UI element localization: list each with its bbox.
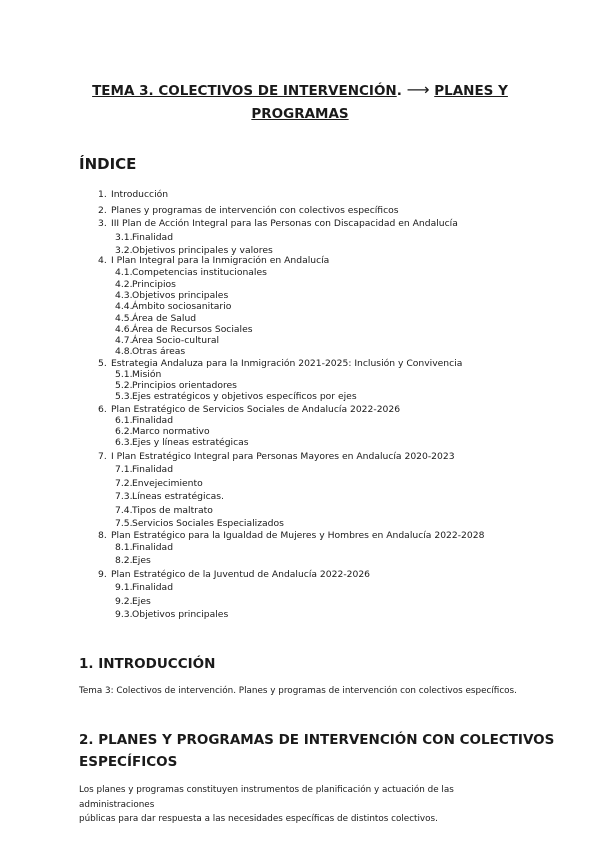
- section-2-text-line-1: Los planes y programas constituyen instrumentos de planificación y actuación de las administraciones: [79, 785, 454, 810]
- toc-item-5-2[interactable]: 5.2.Principios orientadores: [115, 380, 237, 391]
- section-2-heading-line-1: 2. PLANES Y PROGRAMAS DE INTERVENCIÓN CON COLECTIVOS: [79, 732, 555, 748]
- toc-item-9-2[interactable]: 9.2.Ejes: [115, 596, 151, 607]
- toc-item-4-2[interactable]: 4.2.Principios: [115, 279, 176, 290]
- title-part-2: PLANES Y: [434, 83, 508, 99]
- section-1-text: Tema 3: Colectivos de intervención. Planes y programas de intervención con colectivos específicos.: [79, 686, 517, 696]
- toc-item-3-1[interactable]: 3.1.Finalidad: [115, 232, 174, 243]
- arrow-icon: ⟶: [406, 80, 430, 99]
- toc-item-6-3[interactable]: 6.3.Ejes y líneas estratégicas: [115, 437, 249, 448]
- section-2-heading: [79, 729, 554, 773]
- toc-item-4-5[interactable]: 4.5.Área de Salud: [115, 313, 197, 324]
- toc-item-7-3[interactable]: 7.3.Líneas estratégicas.: [115, 491, 224, 502]
- toc-item-4-4[interactable]: 4.4.Ámbito sociosanitario: [115, 301, 232, 312]
- section-2-heading-line-2: ESPECÍFICOS: [79, 754, 178, 770]
- toc-item-6-2[interactable]: 6.2.Marco normativo: [115, 426, 210, 437]
- toc-item-7-5[interactable]: 7.5.Servicios Sociales Especializados: [115, 518, 284, 529]
- toc-item-4-7[interactable]: 4.7.Área Socio-cultural: [115, 335, 220, 346]
- toc-item-8[interactable]: 8. Plan Estratégico para la Igualdad de Mujeres y Hombres en Andalucía 2022-2028: [98, 530, 485, 541]
- toc-item-9-1[interactable]: 9.1.Finalidad: [115, 582, 174, 593]
- toc-item-9-3[interactable]: 9.3.Objetivos principales: [115, 609, 229, 620]
- toc-item-8-1[interactable]: 8.1.Finalidad: [115, 542, 174, 553]
- toc-item-7-2[interactable]: 7.2.Envejecimiento: [115, 478, 203, 489]
- section-1-heading: 1. INTRODUCCIÓN: [79, 656, 216, 672]
- index-heading: ÍNDICE: [79, 155, 137, 173]
- section-2-text-line-2: públicas para dar respuesta a las necesidades específicas de distintos colectivos.: [79, 814, 438, 824]
- title-part-1: TEMA 3. COLECTIVOS DE INTERVENCIÓN: [92, 83, 397, 99]
- toc-item-1[interactable]: 1. Introducción: [98, 189, 169, 200]
- toc-item-2[interactable]: 2. Planes y programas de intervención con colectivos específicos: [98, 205, 399, 216]
- title-dot: .: [396, 83, 402, 99]
- toc-item-4-1[interactable]: 4.1.Competencias institucionales: [115, 267, 267, 278]
- toc-item-4[interactable]: 4. I Plan Integral para la Inmigración en Andalucía: [98, 255, 330, 266]
- toc-item-8-2[interactable]: 8.2.Ejes: [115, 555, 151, 566]
- title-part-3: PROGRAMAS: [251, 106, 349, 122]
- toc-item-6-1[interactable]: 6.1.Finalidad: [115, 415, 174, 426]
- toc-item-7[interactable]: 7. I Plan Estratégico Integral para Personas Mayores en Andalucía 2020-2023: [98, 451, 455, 462]
- toc-item-4-8[interactable]: 4.8.Otras áreas: [115, 346, 186, 357]
- toc-item-3-2[interactable]: 3.2.Objetivos principales y valores: [115, 245, 273, 256]
- toc-item-5-3[interactable]: 5.3.Ejes estratégicos y objetivos específicos por ejes: [115, 391, 357, 402]
- toc-item-7-1[interactable]: 7.1.Finalidad: [115, 464, 174, 475]
- toc-item-6[interactable]: 6. Plan Estratégico de Servicios Sociales de Andalucía 2022-2026: [98, 404, 401, 415]
- toc-item-9[interactable]: 9. Plan Estratégico de la Juventud de Andalucía 2022-2026: [98, 569, 371, 580]
- toc-item-3[interactable]: 3. III Plan de Acción Integral para las Personas con Discapacidad en Andalucía: [98, 218, 458, 229]
- toc-item-4-6[interactable]: 4.6.Área de Recursos Sociales: [115, 324, 253, 335]
- toc-item-5[interactable]: 5. Estrategia Andaluza para la Inmigración 2021-2025: Inclusión y Convivencia: [98, 358, 463, 369]
- toc-item-5-1[interactable]: 5.1.Misión: [115, 369, 162, 380]
- toc-item-4-3[interactable]: 4.3.Objetivos principales: [115, 290, 229, 301]
- toc-item-7-4[interactable]: 7.4.Tipos de maltrato: [115, 505, 213, 516]
- section-2-text: [79, 783, 529, 827]
